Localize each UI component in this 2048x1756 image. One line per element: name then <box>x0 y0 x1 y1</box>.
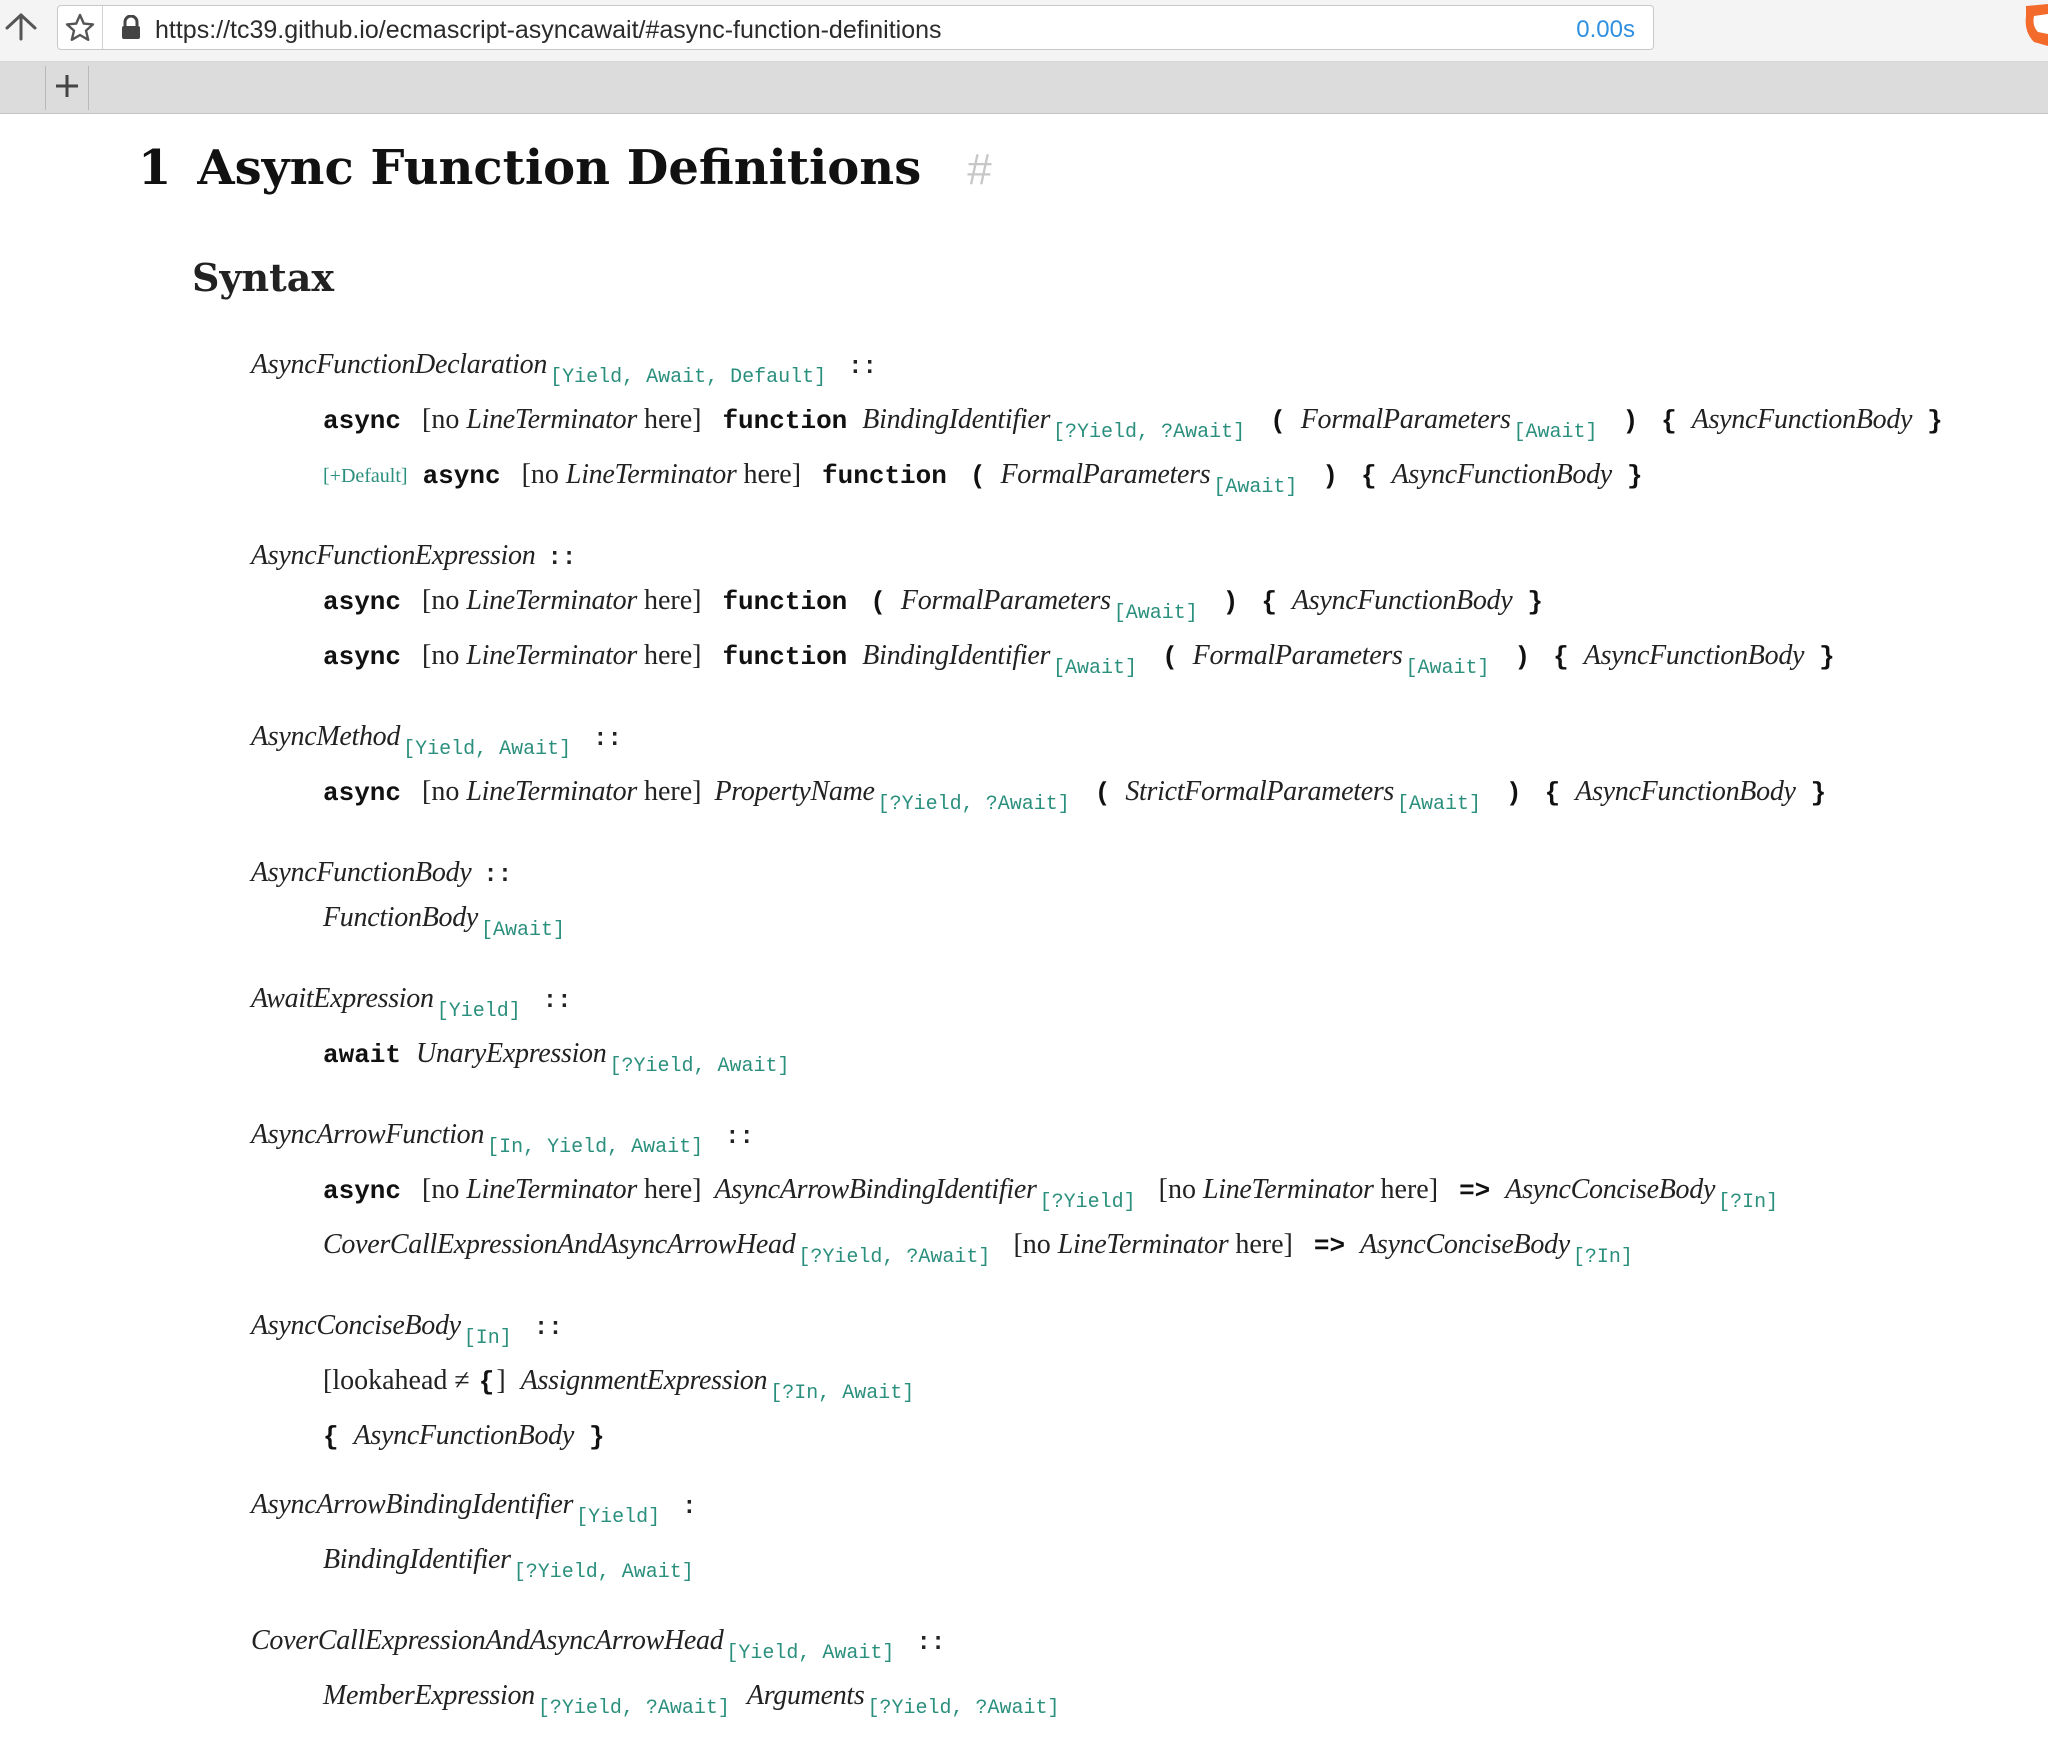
terminal: ) <box>1322 461 1338 491</box>
constraint-open: [no <box>422 404 460 435</box>
production-rhs <box>251 1169 2011 1224</box>
terminal: ) <box>1506 778 1522 808</box>
production-lhs <box>251 1305 2011 1360</box>
production-async-concise-body <box>251 1305 2011 1458</box>
constraint <box>1159 1174 1438 1205</box>
nonterminal[interactable]: AsyncArrowFunction <box>251 1119 485 1150</box>
grammar-params: [Await] <box>1405 657 1490 680</box>
terminal: { <box>478 1367 495 1397</box>
grammar-params: [?Yield, ?Await] <box>877 793 1070 816</box>
terminal: function <box>722 642 848 672</box>
terminal: async <box>323 406 402 436</box>
production-lhs <box>251 1620 2011 1675</box>
grammar-params: [Yield, Await] <box>726 1642 895 1665</box>
section-title <box>138 140 992 196</box>
tab-strip <box>0 62 2048 114</box>
browser-toolbar <box>0 0 2048 62</box>
nonterminal[interactable]: FormalParameters <box>1192 640 1403 671</box>
production-rhs <box>251 399 2011 454</box>
home-icon <box>4 12 38 47</box>
grammar-params: [Yield] <box>436 1000 521 1023</box>
syntax-heading: Syntax <box>192 255 334 300</box>
terminal: } <box>589 1422 605 1452</box>
url-text[interactable]: https://tc39.github.io/ecmascript-asyncawait/#async-function-definitions <box>155 16 942 44</box>
nonterminal[interactable]: CoverCallExpressionAndAsyncArrowHead <box>251 1625 724 1656</box>
grammar-params: [Await] <box>1113 602 1198 625</box>
grammar-params: [Yield, Await] <box>403 738 572 761</box>
terminal: { <box>1661 406 1677 436</box>
production-separator: :: <box>483 862 513 889</box>
production-rhs <box>251 635 2011 690</box>
nonterminal[interactable]: AsyncConciseBody <box>1505 1174 1716 1205</box>
nonterminal[interactable]: AsyncFunctionExpression <box>251 540 536 571</box>
terminal: ) <box>1622 406 1639 436</box>
lookahead-close: ] <box>496 1365 506 1396</box>
grammar-params: [In] <box>463 1327 512 1350</box>
nonterminal[interactable]: LineTerminator <box>466 1174 637 1205</box>
production-separator: :: <box>542 988 572 1015</box>
nonterminal[interactable]: AssignmentExpression <box>520 1365 768 1396</box>
production-separator: :: <box>547 545 577 572</box>
constraint-open: [no <box>422 1174 460 1205</box>
constraint-close: here] <box>643 404 702 435</box>
terminal: async <box>422 461 501 491</box>
nonterminal[interactable]: BindingIdentifier <box>862 404 1051 435</box>
grammar-params: [?Yield, Await] <box>609 1055 790 1078</box>
production-rhs <box>251 1033 2011 1088</box>
constraint-close: here] <box>643 585 702 616</box>
production-async-function-expression <box>251 535 2011 690</box>
lookahead-constraint <box>323 1365 506 1396</box>
production-rhs <box>251 580 2011 635</box>
production-async-arrow-binding-identifier <box>251 1484 2011 1594</box>
address-bar[interactable] <box>57 5 1654 50</box>
terminal: ( <box>1094 778 1111 808</box>
home-button[interactable] <box>0 8 42 50</box>
production-lhs <box>251 1484 2011 1539</box>
nonterminal[interactable]: AsyncFunctionBody <box>353 1420 574 1451</box>
terminal: { <box>1261 587 1277 617</box>
constraint-open: [no <box>422 640 460 671</box>
nonterminal[interactable]: BindingIdentifier <box>862 640 1051 671</box>
nonterminal[interactable]: AsyncFunctionDeclaration <box>251 349 548 380</box>
grammar-params: [Yield] <box>576 1506 661 1529</box>
constraint <box>422 640 701 671</box>
terminal: function <box>722 406 848 436</box>
terminal: async <box>323 778 402 808</box>
production-separator: : <box>682 1494 697 1521</box>
grammar-params: [Yield, Await, Default] <box>550 366 827 389</box>
constraint-close: here] <box>643 640 702 671</box>
constraint <box>422 1174 701 1205</box>
production-separator: :: <box>916 1630 946 1657</box>
nonterminal[interactable]: AsyncFunctionBody <box>1291 585 1513 616</box>
terminal: await <box>323 1040 402 1070</box>
grammar-params: [Await] <box>1053 657 1138 680</box>
production-separator: :: <box>593 726 622 753</box>
new-tab-button[interactable] <box>45 66 89 110</box>
nonterminal[interactable]: LineTerminator <box>565 459 737 490</box>
terminal: } <box>1819 642 1835 672</box>
nonterminal[interactable]: FunctionBody <box>323 902 479 933</box>
nonterminal[interactable]: AsyncFunctionBody <box>1691 404 1913 435</box>
section-anchor-link[interactable]: # <box>967 145 992 194</box>
constraint-close: here] <box>643 776 702 807</box>
terminal: ( <box>1270 406 1286 436</box>
terminal: function <box>722 587 848 617</box>
grammar-params: [Await] <box>481 919 566 942</box>
production-async-arrow-function <box>251 1114 2011 1279</box>
constraint-close: here] <box>743 459 802 490</box>
nonterminal[interactable]: AsyncFunctionBody <box>251 857 472 888</box>
production-rhs <box>251 897 2011 952</box>
production-rhs <box>251 771 2011 826</box>
bookmark-star-icon[interactable] <box>64 12 96 49</box>
nonterminal[interactable]: AsyncArrowBindingIdentifier <box>251 1489 574 1520</box>
terminal: { <box>1553 642 1569 672</box>
production-await-expression <box>251 978 2011 1088</box>
constraint <box>422 585 701 616</box>
plus-icon <box>54 73 80 104</box>
production-separator: :: <box>725 1124 754 1151</box>
grammar-params: [In, Yield, Await] <box>487 1136 704 1159</box>
grammar-params: [?Yield, Await] <box>513 1561 694 1584</box>
production-rhs <box>251 454 2011 509</box>
nonterminal[interactable]: Arguments <box>746 1680 865 1711</box>
production-separator: :: <box>848 354 877 381</box>
nonterminal[interactable]: MemberExpression <box>323 1680 535 1711</box>
terminal: { <box>1360 461 1377 491</box>
grammar-params: [?Yield, ?Await] <box>798 1246 991 1269</box>
production-rhs <box>251 1224 2011 1279</box>
nonterminal[interactable]: UnaryExpression <box>416 1038 607 1069</box>
grammar-params: [?Yield, ?Await] <box>867 1697 1060 1720</box>
constraint-close: here] <box>643 1174 702 1205</box>
production-async-function-declaration <box>251 344 2011 509</box>
production-lhs <box>251 716 2011 771</box>
production-async-function-body <box>251 852 2011 952</box>
constraint-open: [no <box>1158 1174 1196 1205</box>
constraint-close: here] <box>1380 1174 1439 1205</box>
terminal: ( <box>969 461 986 491</box>
nonterminal[interactable]: AsyncFunctionBody <box>1391 459 1612 490</box>
constraint-close: here] <box>1235 1229 1293 1260</box>
nonterminal[interactable]: LineTerminator <box>1057 1229 1229 1260</box>
grammar-params: [?Yield, ?Await] <box>537 1697 730 1720</box>
constraint-open: [no <box>521 459 559 490</box>
section-number: 1 <box>138 140 172 196</box>
terminal: => <box>1459 1176 1491 1206</box>
constraint <box>422 404 701 435</box>
production-lhs <box>251 535 2011 580</box>
terminal: => <box>1313 1231 1346 1261</box>
terminal: ( <box>870 587 886 617</box>
constraint <box>422 776 701 807</box>
nonterminal[interactable]: FormalParameters <box>1300 404 1511 435</box>
section-title-text: Async Function Definitions <box>197 140 922 196</box>
constraint <box>1013 1229 1292 1260</box>
terminal: } <box>1927 406 1943 436</box>
nonterminal[interactable]: LineTerminator <box>466 640 637 671</box>
production-rhs <box>251 1539 2011 1594</box>
nonterminal[interactable]: AsyncFunctionBody <box>1575 776 1796 807</box>
production-cover-call-expression-and-async-arrow-head <box>251 1620 2011 1730</box>
nonterminal[interactable]: LineTerminator <box>466 585 637 616</box>
production-rhs <box>251 1675 2011 1730</box>
nonterminal[interactable]: StrictFormalParameters <box>1125 776 1395 807</box>
nonterminal[interactable]: FormalParameters <box>1000 459 1211 490</box>
terminal: } <box>1527 587 1543 617</box>
constraint <box>522 459 801 490</box>
nonterminal[interactable]: LineTerminator <box>466 404 637 435</box>
nonterminal[interactable]: FormalParameters <box>900 585 1111 616</box>
nonterminal[interactable]: CoverCallExpressionAndAsyncArrowHead <box>323 1229 796 1260</box>
terminal: { <box>1544 778 1561 808</box>
production-lhs <box>251 1114 2011 1169</box>
nonterminal[interactable]: AsyncMethod <box>251 721 401 752</box>
address-bar-divider <box>102 6 103 49</box>
grammar-params: [?Yield, ?Await] <box>1053 421 1246 444</box>
terminal: ) <box>1222 587 1239 617</box>
lock-icon <box>120 15 142 46</box>
page-content <box>0 114 2048 1720</box>
production-async-method <box>251 716 2011 826</box>
terminal: } <box>1810 778 1827 808</box>
production-rhs <box>251 1360 2011 1415</box>
terminal: async <box>323 587 402 617</box>
terminal: async <box>323 1176 402 1206</box>
grammar-params: [Await] <box>1213 476 1298 499</box>
nonterminal[interactable]: AwaitExpression <box>251 983 434 1014</box>
terminal: { <box>323 1422 339 1452</box>
grammar-params: [?In, Await] <box>770 1382 915 1405</box>
grammar-params: [?In] <box>1718 1191 1779 1214</box>
grammar-params: [Await] <box>1397 793 1482 816</box>
nonterminal[interactable]: LineTerminator <box>466 776 637 807</box>
nonterminal[interactable]: PropertyName <box>714 776 875 807</box>
grammar-params: [Await] <box>1513 421 1598 444</box>
production-separator: :: <box>533 1315 563 1342</box>
grammar-params: [?In] <box>1572 1246 1633 1269</box>
brave-shield-icon[interactable] <box>2022 2 2048 53</box>
production-rhs <box>251 1415 2011 1458</box>
grammar-params: [?Yield] <box>1039 1191 1136 1214</box>
production-lhs <box>251 852 2011 897</box>
terminal: ) <box>1514 642 1531 672</box>
nonterminal[interactable]: AsyncConciseBody <box>1360 1229 1570 1260</box>
production-guard: [+Default] <box>323 465 408 487</box>
nonterminal[interactable]: BindingIdentifier <box>323 1544 511 1575</box>
nonterminal[interactable]: AsyncFunctionBody <box>1583 640 1805 671</box>
terminal: } <box>1626 461 1643 491</box>
constraint-open: [no <box>1013 1229 1051 1260</box>
nonterminal[interactable]: AsyncArrowBindingIdentifier <box>714 1174 1037 1205</box>
production-lhs <box>251 344 2011 399</box>
terminal: async <box>323 642 402 672</box>
terminal: function <box>822 461 947 491</box>
load-timer: 0.00s <box>1576 16 1635 43</box>
nonterminal[interactable]: LineTerminator <box>1202 1174 1374 1205</box>
grammar-productions <box>251 344 2011 1756</box>
lookahead-open: [lookahead ≠ <box>323 1365 470 1396</box>
nonterminal[interactable]: AsyncConciseBody <box>251 1310 461 1341</box>
production-lhs <box>251 978 2011 1033</box>
constraint-open: [no <box>422 776 460 807</box>
terminal: ( <box>1162 642 1178 672</box>
constraint-open: [no <box>422 585 460 616</box>
